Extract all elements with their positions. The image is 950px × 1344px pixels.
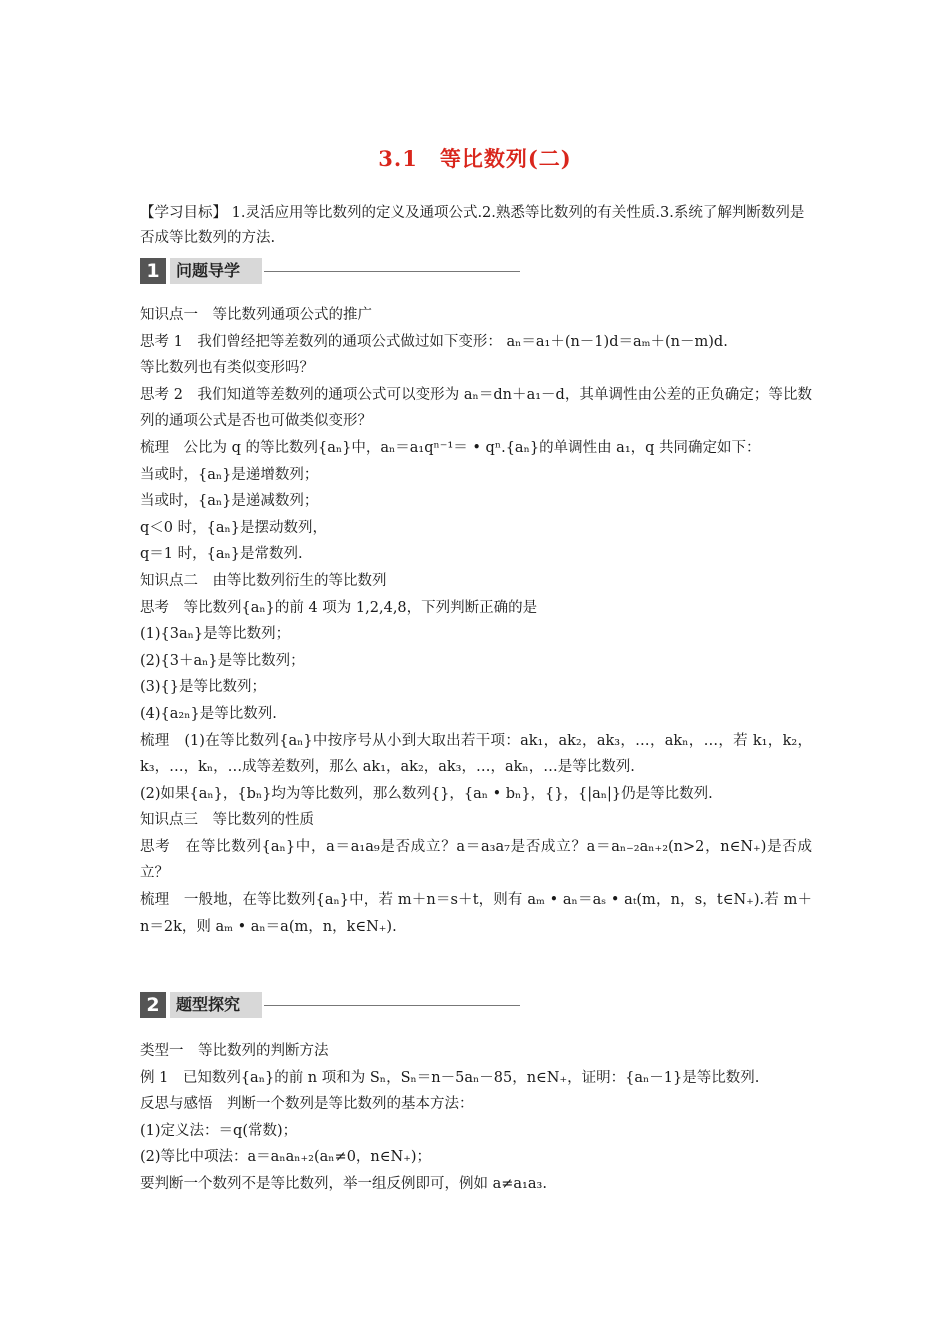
text-line: (4){a₂ₙ}是等比数列.	[140, 705, 277, 722]
page-title: 3.1 等比数列(二)	[378, 146, 572, 171]
text-line: q＜0 时，{aₙ}是摆动数列，	[140, 519, 327, 536]
section-rule	[264, 271, 520, 272]
text-line: 要判断一个数列不是等比数列，举一组反例即可，例如 a≠a₁a₃.	[140, 1175, 547, 1192]
learning-goals	[140, 201, 812, 251]
goal-tag: 【学习目标】	[140, 205, 227, 221]
text-line: 知识点三 等比数列的性质	[140, 812, 314, 829]
text-line: 等比数列也有类似变形吗？	[140, 360, 314, 377]
text-line: q＝1 时，{aₙ}是常数列.	[140, 546, 303, 563]
text-line: (2)如果{aₙ}，{bₙ}均为等比数列，那么数列{}，{aₙ • bₙ}，{}，{|aₙ|}仍是等比数列.	[140, 785, 713, 802]
section-number: 2	[140, 992, 166, 1018]
text-line: 梳理 公比为 q 的等比数列{aₙ}中，aₙ＝a₁qⁿ⁻¹＝ • qⁿ.{aₙ}的单调性由 a₁，q 共同确定如下：	[140, 439, 761, 456]
section-rule	[264, 1005, 520, 1006]
text-line: 梳理 (1)在等比数列{aₙ}中按序号从小到大取出若干项：ak₁，ak₂，ak₃，…，akₙ，…，若 k₁，k₂，k₃，…，kₙ，…成等差数列，那么 ak₁，ak₂，ak₃，…，akₙ，…是等比数列.	[140, 732, 812, 776]
text-line: 知识点一 等比数列通项公式的推广	[140, 307, 372, 323]
text-line: 当或时，{aₙ}是递减数列；	[140, 493, 319, 510]
text-line: (2)等比中项法：a＝aₙaₙ₊₂(aₙ≠0，n∈N₊)；	[140, 1149, 432, 1166]
section-number: 1	[140, 258, 166, 284]
section-1-body	[140, 302, 812, 940]
text-line: 梳理 一般地，在等比数列{aₙ}中，若 m＋n＝s＋t，则有 aₘ • aₙ＝aₛ • aₜ(m，n，s，t∈N₊).若 m＋n＝2k，则 aₘ • aₙ＝a(m，n，k∈N₊).	[140, 892, 812, 935]
text-line: 反思与感悟 判断一个数列是等比数列的基本方法：	[140, 1096, 474, 1113]
text-line: 思考 2 我们知道等差数列的通项公式可以变形为 aₙ＝dn＋a₁－d，其单调性由公差的正负确定；等比数列的通项公式是否也可做类似变形？	[140, 386, 812, 430]
text-line: 类型一 等比数列的判断方法	[140, 1043, 329, 1059]
text-line: 例 1 已知数列{aₙ}的前 n 项和为 Sₙ，Sₙ＝n－5aₙ－85，n∈N₊，证明：{aₙ－1}是等比数列.	[140, 1069, 760, 1086]
section-2-body	[140, 1038, 812, 1198]
text-line: 思考 等比数列{aₙ}的前 4 项为 1,2,4,8，下列判断正确的是	[140, 599, 538, 616]
text-line: (2){3＋aₙ}是等比数列；	[140, 652, 305, 669]
text-line: 思考 在等比数列{aₙ}中，a＝a₁a₉是否成立？a＝a₃a₇是否成立？a＝aₙ₋₂aₙ₊₂(n>2，n∈N₊)是否成立？	[140, 838, 812, 882]
text-line: (3){}是等比数列；	[140, 679, 266, 696]
goal-text: 1.灵活应用等比数列的定义及通项公式.2.熟悉等比数列的有关性质.3.系统了解判断数列是否成等比数列的方法.	[140, 205, 805, 246]
section-label: 问题导学	[170, 258, 262, 284]
text-line: (1){3aₙ}是等比数列；	[140, 626, 291, 643]
text-line: 当或时，{aₙ}是递增数列；	[140, 466, 319, 483]
text-line: 知识点二 由等比数列衍生的等比数列	[140, 572, 387, 589]
section-label: 题型探究	[170, 992, 262, 1018]
text-line: 思考 1 我们曾经把等差数列的通项公式做过如下变形： aₙ＝a₁＋(n－1)d＝aₘ＋(n－m)d.	[140, 333, 728, 350]
text-line: (1)定义法：＝q(常数)；	[140, 1122, 298, 1139]
